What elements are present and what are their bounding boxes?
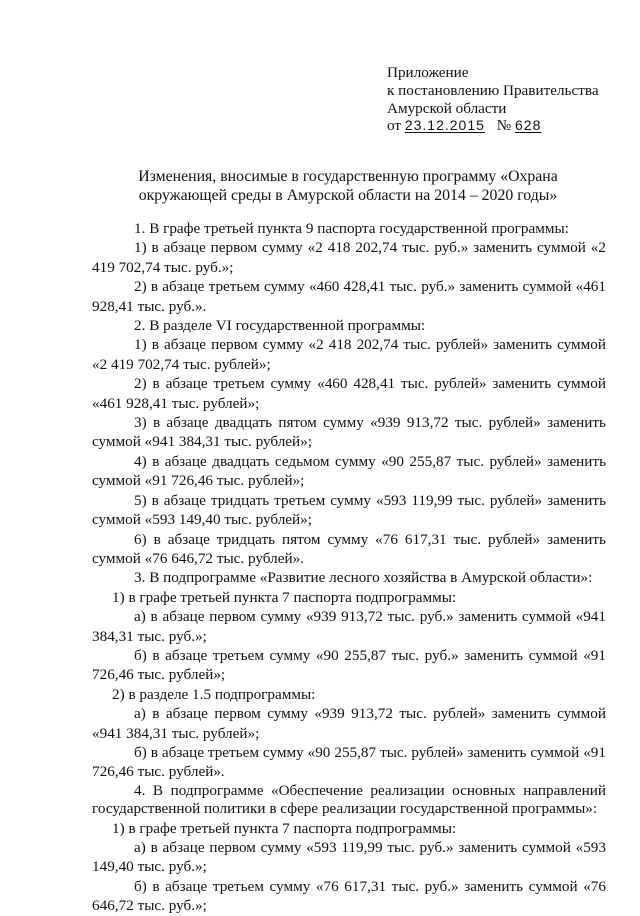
paragraph: 1) в графе третьей пункта 7 паспорта подпрограммы: [112,819,457,837]
paragraph: а) в абзаце первом сумму «939 913,72 тыс. руб.» заменить суммой «941 384,31 тыс. руб.»; [92,608,606,645]
annex-resolution-line: к постановлению Правительства [387,81,599,99]
annex-label: Приложение [387,64,469,81]
paragraph: 1) в абзаце первом сумму «2 418 202,74 тыс. рублей» заменить суммой «2 419 702,74 тыс. рублей»; [92,336,606,373]
paragraph: 2. В разделе VI государственной программы: [134,317,426,335]
number-sign: № [496,117,512,135]
paragraph: 1. В графе третьей пункта 9 паспорта государственной программы: [134,220,569,237]
resolution-number: 628 [515,117,542,134]
paragraph: 4) в абзаце двадцать седьмом сумму «90 255,87 тыс. рублей» заменить суммой «91 726,46 тыс. рублей»; [92,452,606,490]
annex-region-line: Амурской области [387,99,507,117]
paragraph: 2) в абзаце третьем сумму «460 428,41 тыс. руб.» заменить суммой «461 928,41 тыс. руб.». [92,278,606,315]
paragraph: б) в абзаце третьем сумму «90 255,87 тыс. рублей» заменить суммой «91 726,46 тыс. рублей». [92,743,606,781]
paragraph: 2) в абзаце третьем сумму «460 428,41 тыс. рублей» заменить суммой «461 928,41 тыс. рублей»; [92,375,606,412]
document-body [92,219,606,916]
paragraph: 3) в абзаце двадцать пятом сумму «939 913,72 тыс. рублей» заменить суммой «941 384,31 тыс. рублей»; [92,414,606,451]
paragraph: 1) в графе третьей пункта 7 паспорта подпрограммы: [112,588,457,606]
paragraph: 2) в разделе 1.5 подпрограммы: [112,685,316,703]
resolution-date: 23.12.2015 [404,117,485,134]
document-title: Изменения, вносимые в государственную программу «Охрана окружающей среды в Амурской области на 2014 – 2020 годы» [138,168,558,204]
paragraph: 1) в абзаце первом сумму «2 418 202,74 тыс. руб.» заменить суммой «2 419 702,74 тыс. руб.»; [92,239,606,276]
paragraph: б) в абзаце третьем сумму «76 617,31 тыс. руб.» заменить суммой «76 646,72 тыс. руб.»; [92,877,606,915]
paragraph: а) в абзаце первом сумму «939 913,72 тыс. рублей» заменить суммой «941 384,31 тыс. рублей»; [92,705,606,742]
paragraph: 3. В подпрограмме «Развитие лесного хозяйства в Амурской области»: [134,569,593,587]
annex-date-line [387,117,599,135]
paragraph: а) в абзаце первом сумму «593 119,99 тыс. руб.» заменить суммой «593 149,40 тыс. руб.»; [92,839,606,876]
paragraph: 6) в абзаце тридцать пятом сумму «76 617,31 тыс. рублей» заменить суммой «76 646,72 тыс. рублей». [92,530,606,567]
annex-block [387,64,599,135]
date-prefix: от [387,117,402,135]
paragraph: 4. В подпрограмме «Обеспечение реализации основных направлений государственной политики в сфере реализации государственной программы»: [92,781,606,818]
paragraph: 5) в абзаце тридцать третьем сумму «593 119,99 тыс. рублей» заменить суммой «593 149,40 тыс. рублей»; [92,491,606,529]
paragraph: б) в абзаце третьем сумму «90 255,87 тыс. руб.» заменить суммой «91 726,46 тыс. рублей»; [92,646,606,684]
